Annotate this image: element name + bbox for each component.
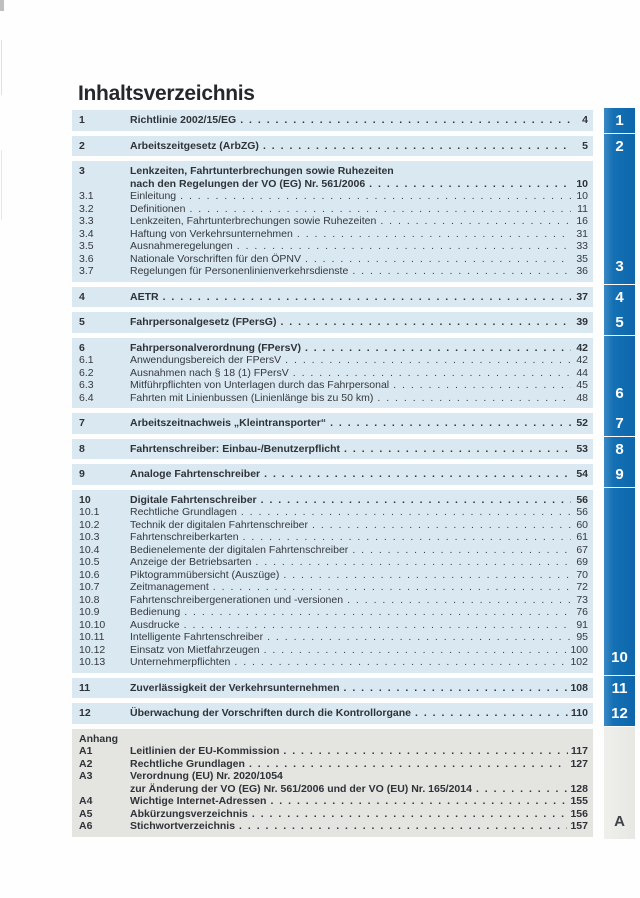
entry-page: 156 (570, 807, 588, 820)
entry-title: Arbeitszeitnachweis „Kleintransporter“ (130, 417, 327, 429)
entry-page: 52 (576, 417, 588, 429)
dot-leader (415, 707, 568, 720)
entry-number (79, 178, 130, 191)
entry-title: Leitlinien der EU-Kommission (130, 745, 280, 757)
dot-leader (234, 656, 567, 669)
entry-page: 127 (570, 757, 588, 770)
entry-title: Ausdrucke (130, 618, 180, 631)
entry-number: 10.10 (79, 618, 106, 631)
entry-number: 12 (79, 707, 91, 719)
entry-number: 10.9 (79, 606, 100, 618)
dot-leader (283, 569, 571, 582)
toc-entry-10.5 (79, 556, 588, 569)
entry-title: Fahrpersonalgesetz (FPersG) (130, 316, 277, 328)
toc-entry-A1 (79, 745, 588, 758)
entry-number: 3.4 (79, 227, 94, 240)
toc-entry-10.10 (79, 619, 588, 632)
dot-leader (241, 506, 571, 519)
entry-page: 61 (576, 531, 588, 543)
section-tab-5: 5 (604, 310, 635, 335)
entry-page: 4 (582, 114, 588, 126)
entry-number: 5 (79, 316, 85, 328)
toc-entry-cont (79, 178, 588, 191)
toc-entry-3.7 (79, 265, 588, 278)
toc-entry-6.1 (79, 354, 588, 367)
toc-entry-12 (79, 707, 588, 720)
toc-section-6 (72, 338, 593, 409)
dot-leader (264, 644, 568, 657)
toc-entry-3.4 (79, 228, 588, 241)
entry-title: Unternehmerpflichten (130, 656, 231, 668)
toc-entry-Anhang (79, 733, 588, 746)
dot-leader (237, 240, 571, 253)
toc-entry-10.12 (79, 644, 588, 657)
entry-number: A5 (79, 807, 93, 820)
entry-page: 70 (576, 568, 588, 581)
entry-number (79, 783, 130, 796)
dot-leader (297, 228, 571, 241)
section-tab-A: A (604, 727, 635, 839)
entry-number: 3.6 (79, 252, 94, 265)
entry-number: A1 (79, 745, 93, 757)
entry-number: 4 (79, 290, 85, 303)
toc-entry-3.3 (79, 215, 588, 228)
toc-entry-4 (79, 291, 588, 304)
toc-section-9 (72, 464, 593, 485)
toc-entry-2 (79, 140, 588, 153)
dot-leader (252, 808, 568, 821)
dot-leader (330, 417, 571, 430)
entry-title: Einleitung (130, 190, 177, 202)
entry-page: 35 (576, 252, 588, 265)
toc-entry-10.1 (79, 506, 588, 519)
dot-leader (249, 758, 568, 771)
entry-page: 10 (576, 190, 588, 202)
entry-title: Regelungen für Personenlinienverkehrsdienste (130, 265, 349, 277)
section-tab-7: 7 (604, 411, 635, 436)
toc-entry-10.8 (79, 594, 588, 607)
section-tab-1: 1 (604, 108, 635, 133)
section-tab-11: 11 (604, 676, 635, 701)
entry-page: 117 (571, 745, 588, 757)
entry-number: A6 (79, 820, 93, 832)
dot-leader (184, 606, 571, 619)
entry-number: 6.4 (79, 391, 94, 404)
entry-page: 48 (576, 391, 588, 404)
entry-title: Technik der digitalen Fahrtenschreiber (130, 518, 309, 531)
entry-number: 3.5 (79, 240, 94, 252)
toc-section-3 (72, 161, 593, 282)
entry-title: Bedienelemente der digitalen Fahrtenschreiber (130, 543, 349, 556)
entry-number: 10.7 (79, 581, 100, 593)
entry-number: 10.11 (79, 631, 105, 643)
entry-title: Abkürzungsverzeichnis (130, 807, 248, 820)
dot-leader (283, 745, 568, 758)
entry-page: 102 (570, 656, 588, 668)
entry-number: 10.8 (79, 593, 100, 606)
toc-entry-10 (79, 494, 588, 507)
entry-page: 36 (576, 265, 588, 277)
entry-page: 10 (576, 177, 588, 190)
dot-leader (240, 114, 571, 127)
entry-page: 54 (576, 468, 588, 480)
entry-number: 10.13 (79, 656, 106, 668)
dot-leader (293, 367, 571, 380)
entry-page: 42 (576, 341, 588, 354)
dot-leader (377, 392, 571, 405)
entry-number: 10.1 (79, 506, 100, 518)
dot-leader (163, 291, 571, 304)
entry-number: 6.2 (79, 366, 94, 379)
dot-leader (476, 783, 568, 796)
dot-leader (239, 820, 567, 833)
entry-number: 10 (79, 493, 91, 506)
entry-title: Mitführpflichten von Unterlagen durch das Fahrpersonal (130, 379, 390, 391)
toc-entry-10.6 (79, 569, 588, 582)
dot-leader (344, 682, 568, 695)
entry-title: Lenkzeiten, Fahrtunterbrechungen sowie Ruhezeiten (130, 165, 394, 177)
dot-leader (369, 178, 571, 191)
entry-title: Fahrtenschreibergenerationen und -versionen (130, 593, 344, 606)
entry-number: 8 (79, 442, 85, 455)
dot-leader (352, 265, 571, 278)
dot-leader (261, 494, 571, 507)
section-tab-8: 8 (604, 437, 635, 462)
entry-number: A2 (79, 757, 93, 770)
entry-title: Rechtliche Grundlagen (130, 506, 237, 518)
toc-entry-10.11 (79, 631, 588, 644)
section-tab-4: 4 (604, 285, 635, 310)
entry-title: Definitionen (130, 202, 186, 215)
entry-page: 128 (570, 782, 588, 795)
entry-number: A4 (79, 795, 93, 807)
dot-leader (305, 253, 571, 266)
entry-title: Fahrpersonalverordnung (FPersV) (130, 341, 301, 354)
entry-number: 3.7 (79, 265, 94, 277)
entry-number: 10.3 (79, 531, 100, 543)
entry-title: Wichtige Internet-Adressen (130, 795, 267, 807)
entry-number: 3.2 (79, 202, 94, 215)
entry-page: 44 (576, 366, 588, 379)
entry-title: zur Änderung der VO (EG) Nr. 561/2006 und der VO (EU) Nr. 165/2014 (130, 782, 472, 795)
entry-page: 69 (576, 556, 588, 568)
entry-title: Arbeitszeitgesetz (ArbZG) (130, 139, 259, 152)
toc-section-11 (72, 678, 593, 699)
entry-page: 45 (576, 379, 588, 391)
dot-leader (243, 531, 571, 544)
dot-leader (352, 544, 571, 557)
entry-title: Fahrtenschreiberkarten (130, 531, 239, 543)
toc-entry-6.2 (79, 367, 588, 380)
dot-leader (263, 140, 571, 153)
entry-page: 56 (576, 506, 588, 518)
toc-entry-cont (79, 783, 588, 796)
entry-number: 1 (79, 114, 85, 126)
toc-entry-3.6 (79, 253, 588, 266)
scan-artifact (0, 0, 4, 11)
entry-page: 155 (570, 795, 588, 807)
entry-page: 11 (577, 202, 588, 215)
dot-leader (267, 631, 571, 644)
scan-artifact (1, 40, 2, 95)
entry-number: 2 (79, 139, 85, 152)
section-tab-6: 6 (604, 336, 635, 411)
section-tab-10: 10 (604, 488, 635, 675)
entry-title: Nationale Vorschriften für den ÖPNV (130, 252, 302, 265)
section-tab-12: 12 (604, 701, 635, 726)
entry-page: 72 (576, 581, 588, 593)
toc-content (72, 110, 593, 842)
entry-page: 42 (576, 354, 588, 366)
page-title: Inhaltsverzeichnis (78, 82, 255, 105)
toc-entry-3.2 (79, 203, 588, 216)
entry-title: Richtlinie 2002/15/EG (130, 114, 237, 126)
dot-leader (305, 342, 571, 355)
entry-page: 16 (576, 215, 588, 227)
toc-entry-10.4 (79, 544, 588, 557)
toc-section-12 (72, 703, 593, 724)
entry-page: 56 (576, 493, 588, 506)
entry-page: 91 (576, 618, 588, 631)
toc-entry-8 (79, 443, 588, 456)
scan-artifact (1, 150, 2, 220)
entry-page: 108 (570, 681, 588, 694)
toc-entry-6.4 (79, 392, 588, 405)
entry-title: Fahrtenschreiber: Einbau-/Benutzerpflicht (130, 442, 341, 455)
entry-page: 53 (576, 442, 588, 455)
toc-entry-10.3 (79, 531, 588, 544)
toc-entry-A4 (79, 795, 588, 808)
entry-page: 76 (576, 606, 588, 618)
entry-number: 6 (79, 341, 85, 354)
dot-leader (213, 581, 571, 594)
toc-entry-10.13 (79, 656, 588, 669)
entry-title: Anwendungsbereich der FPersV (130, 354, 282, 366)
entry-title: Bedienung (130, 606, 181, 618)
toc-entry-6 (79, 342, 588, 355)
entry-title: Stichwortverzeichnis (130, 820, 236, 832)
toc-entry-5 (79, 316, 588, 329)
dot-leader (189, 203, 571, 216)
toc-entry-A3 (79, 770, 588, 783)
toc-section-A (72, 729, 593, 837)
entry-page: 5 (582, 139, 588, 152)
entry-title: Überwachung der Vorschriften durch die Kontrollorgane (130, 707, 412, 719)
entry-title: Lenkzeiten, Fahrtunterbrechungen sowie Ruhezeiten (130, 215, 377, 227)
toc-entry-3 (79, 165, 588, 178)
entry-number: 10.12 (79, 643, 106, 656)
entry-title: Ausnahmeregelungen (130, 240, 233, 252)
entry-number: Anhang (79, 732, 119, 745)
dot-leader (312, 519, 571, 532)
entry-page: 73 (576, 593, 588, 606)
entry-page: 110 (571, 707, 588, 719)
toc-section-5 (72, 312, 593, 333)
entry-number: 10.6 (79, 568, 100, 581)
entry-number: A3 (79, 770, 93, 782)
entry-page: 37 (576, 290, 588, 303)
dot-leader (255, 556, 571, 569)
toc-entry-A6 (79, 820, 588, 833)
entry-page: 67 (576, 543, 588, 556)
toc-entry-11 (79, 682, 588, 695)
dot-leader (347, 594, 571, 607)
dot-leader (280, 316, 571, 329)
toc-entry-A2 (79, 758, 588, 771)
entry-title: Ausnahmen nach § 18 (1) FPersV (130, 366, 289, 379)
toc-entry-3.5 (79, 240, 588, 253)
toc-entry-10.7 (79, 581, 588, 594)
toc-entry-3.1 (79, 190, 588, 203)
toc-entry-9 (79, 468, 588, 481)
entry-page: 95 (576, 631, 588, 643)
dot-leader (180, 190, 571, 203)
entry-title: Fahrten mit Linienbussen (Linienlänge bis zu 50 km) (130, 391, 374, 404)
toc-entry-A5 (79, 808, 588, 821)
entry-title: AETR (130, 290, 159, 303)
entry-number: 3.1 (79, 190, 94, 202)
entry-page: 39 (576, 316, 588, 328)
toc-section-2 (72, 136, 593, 157)
entry-number: 10.4 (79, 543, 100, 556)
entry-number: 6.3 (79, 379, 94, 391)
entry-title: Anzeige der Betriebsarten (130, 556, 252, 568)
entry-title: Einsatz von Mietfahrzeugen (130, 643, 260, 656)
entry-title: Intelligente Fahrtenschreiber (130, 631, 264, 643)
toc-entry-7 (79, 417, 588, 430)
toc-section-1 (72, 110, 593, 131)
toc-entry-10.9 (79, 606, 588, 619)
entry-number: 9 (79, 468, 85, 480)
entry-number: 10.5 (79, 556, 100, 568)
entry-page: 60 (576, 518, 588, 531)
section-tab-2: 2 (604, 134, 635, 159)
entry-title: Zeitmanagement (130, 581, 209, 593)
entry-number: 3.3 (79, 215, 94, 227)
entry-number: 10.2 (79, 518, 100, 531)
entry-title: Zuverlässigkeit der Verkehrsunternehmen (130, 681, 340, 694)
section-tab-3: 3 (604, 159, 635, 284)
entry-title: Digitale Fahrtenschreiber (130, 493, 257, 506)
dot-leader (184, 619, 571, 632)
entry-title: Analoge Fahrtenschreiber (130, 468, 261, 480)
toc-section-4 (72, 287, 593, 308)
entry-title: Verordnung (EU) Nr. 2020/1054 (130, 770, 283, 782)
dot-leader (344, 443, 571, 456)
entry-title: nach den Regelungen der VO (EG) Nr. 561/2006 (130, 177, 366, 190)
entry-number: 6.1 (79, 354, 94, 366)
dot-leader (380, 215, 571, 228)
toc-entry-1 (79, 114, 588, 127)
entry-page: 33 (576, 240, 588, 252)
entry-page: 31 (576, 227, 588, 240)
entry-title: Rechtliche Grundlagen (130, 757, 245, 770)
toc-entry-10.2 (79, 519, 588, 532)
toc-entry-6.3 (79, 379, 588, 392)
dot-leader (270, 795, 567, 808)
dot-leader (393, 379, 571, 392)
entry-page: 157 (570, 820, 588, 832)
entry-title: Haftung von Verkehrsunternehmen (130, 227, 293, 240)
toc-section-7 (72, 413, 593, 434)
toc-section-8 (72, 439, 593, 460)
toc-section-10 (72, 490, 593, 673)
section-tab-9: 9 (604, 462, 635, 487)
entry-page: 100 (570, 643, 588, 656)
dot-leader (285, 354, 571, 367)
dot-leader (264, 468, 571, 481)
entry-title: Piktogrammübersicht (Auszüge) (130, 568, 280, 581)
entry-number: 11 (79, 681, 91, 694)
entry-number: 7 (79, 417, 85, 429)
entry-number: 3 (79, 165, 85, 177)
